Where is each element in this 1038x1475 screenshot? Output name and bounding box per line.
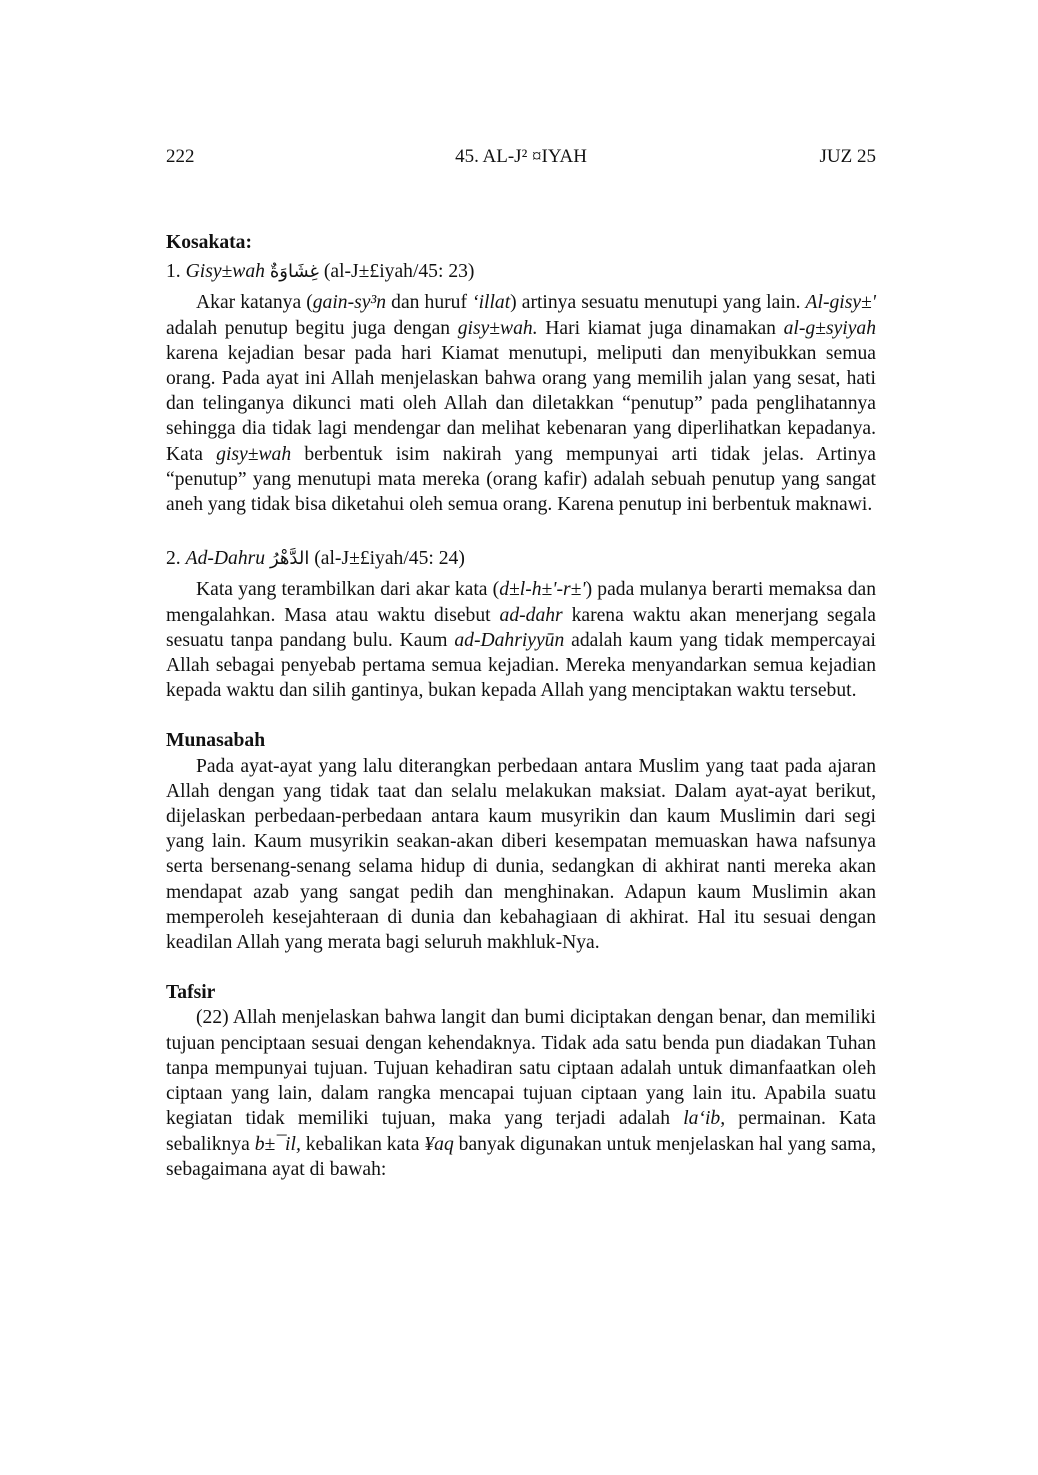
page-header xyxy=(166,146,876,174)
vocab-number: 2. xyxy=(166,548,181,570)
vocab-item-2 xyxy=(166,546,876,571)
kosakata-heading: Kosakata: xyxy=(166,232,253,253)
tafsir-heading: Tafsir xyxy=(166,982,216,1004)
vocab-arabic: غِشَاوَةٌ xyxy=(269,261,319,283)
vocab-term: Gisy±wah xyxy=(185,261,265,283)
vocab-2-paragraph: Kata yang terambilkan dari akar kata (d±l-h±'-r±') pada mulanya berarti memaksa dan mengalahkan. Masa atau waktu disebut ad-dahr karena waktu akan menerjang segala sesuatu tanpa pandang bulu. Kaum ad-Dahriyyūn adalah kaum yang tidak mempercayai Allah sebagai penyebab pertama semua kejadian. Mereka menyandarkan semua kejadian kepada waktu dan silih gantinya, bukan kepada Allah yang menciptakan waktu tersebut. xyxy=(166,579,877,702)
page-content xyxy=(166,230,876,1182)
vocab-1-paragraph: Akar katanya (gain-sy³n dan huruf ‘illat) artinya sesuatu menutupi yang lain. Al-gisy±' adalah penutup begitu juga dengan gisy±wah. Hari kiamat juga dinamakan al-g±syiyah karena kejadian besar pada hari Kiamat menutupi, meliputi dan menyibukkan semua orang. Pada ayat ini Allah menjelaskan bahwa orang yang memilih jalan yang sesat, hati dan telinganya dikunci mati oleh Allah dan diletakkan “penutup” pada penglihatannya sehingga dia tidak lagi mendengar dan melihat kebenaran yang diperlihatkan kepadanya. Kata gisy±wah berbentuk isim nakirah yang mempunyai arti tidak jelas. Artinya “penutup” yang menutupi mata mereka (orang kafir) adalah sebuah penutup yang sangat aneh yang tidak bisa diketahui oleh semua orang. Karena penutup ini berbentuk maknawi. xyxy=(166,292,876,516)
vocab-reference: (al-J±£iyah/45: 23) xyxy=(323,261,475,283)
page-number: 222 xyxy=(166,146,195,167)
vocab-item-1 xyxy=(166,259,876,284)
munasabah-heading: Munasabah xyxy=(166,730,266,752)
munasabah-paragraph: Pada ayat-ayat yang lalu diterangkan perbedaan antara Muslim yang taat pada ajaran Allah dengan yang tidak taat dan selalu melakukan maksiat. Dalam ayat-ayat berikut, dijelaskan perbedaan-perbedaan antara kaum musyrikin dan kaum Muslimin dari segi yang lain. Kaum musyrikin seakan-akan diberi kesempatan memuaskan hawa nafsunya serta bersenang-senang selama hidup di dunia, sedangkan di akhirat nanti mereka akan mendapat azab yang sangat pedih dan menghinakan. Adapun kaum Muslimin akan memperoleh kesejahteraan di dunia dan kebahagiaan di akhirat. Hal itu sesuai dengan keadilan Allah yang merata bagi seluruh makhluk-Nya. xyxy=(166,755,876,954)
tafsir-paragraph: (22) Allah menjelaskan bahwa langit dan bumi diciptakan dengan benar, dan memiliki tujuan penciptaan sesuai dengan kehendaknya. Tidak ada satu benda pun diadakan Tuhan tanpa mempunyai tujuan. Tujuan kehadiran satu ciptaan adalah untuk dimanfaatkan oleh ciptaan yang lain, dalam rangka mencapai tujuan ciptaan yang lain itu. Apabila suatu kegiatan tidak memiliki tujuan, maka yang terjadi adalah la‘ib, permainan. Kata sebaliknya b±¯il, kebalikan kata ¥aq banyak digunakan untuk menjelaskan hal yang sama, sebagaimana ayat di bawah: xyxy=(166,1007,877,1180)
vocab-number: 1. xyxy=(166,261,181,283)
surah-title: 45. AL-J² ¤IYAH xyxy=(455,146,587,167)
juz-label: JUZ 25 xyxy=(819,146,876,167)
vocab-reference: (al-J±£iyah/45: 24) xyxy=(314,548,465,570)
vocab-arabic: الدَّهْرُ xyxy=(269,548,310,570)
vocab-term: Ad-Dahru xyxy=(185,548,266,570)
